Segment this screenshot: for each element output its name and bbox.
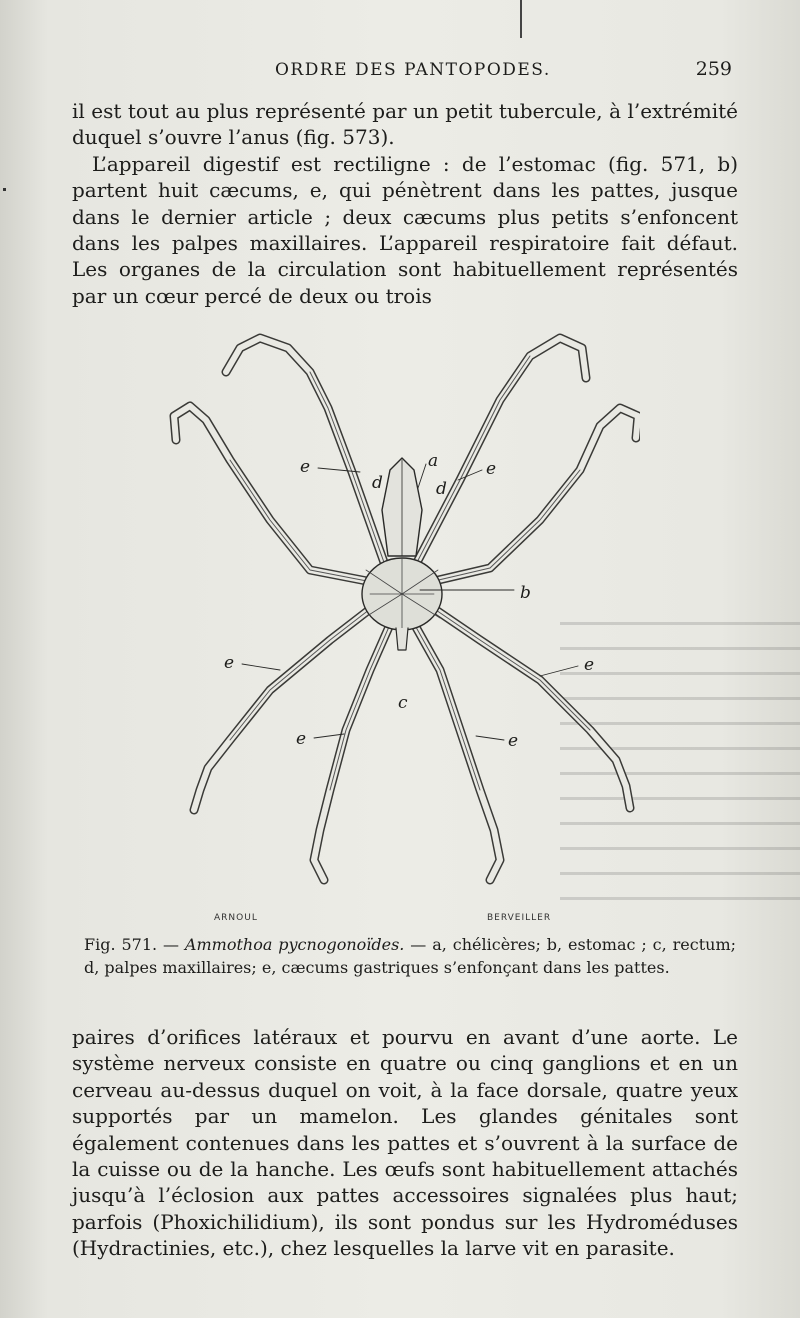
page-number: 259 — [695, 58, 732, 80]
caption-species: Ammothoa pycnogonoïdes. — [184, 935, 405, 954]
paragraph-after-figure: paires d’orifices latéraux et pourvu en avant d’une aorte. Le système nerveux consiste en quatre ou cinq ganglions et en un cerveau au-dessus duquel on voit, à la face dorsale, quatre yeux supportés par un mamelon. Les glandes génitales sont également contenues dans les pattes et s’ouvrent à la surface de la cuisse ou de la hanche. Les œufs sont habituellement attachés jusqu’à l’éclosion aux pattes accessoires signalées plus haut; parfois (Phoxichilidium), ils sont pondus sur les Hydroméduses (Hydractinies, etc.), chez lesquelles la larve vit en parasite. — [72, 1025, 738, 1261]
leg-upper-right-2 — [430, 408, 638, 582]
leg-lower-right-1 — [430, 606, 630, 808]
label-d-left: d — [372, 473, 383, 493]
leg-upper-left-1 — [226, 338, 386, 568]
label-e-lower-right: e — [508, 731, 519, 751]
paragraph-before-figure — [72, 98, 738, 309]
figure-caption — [84, 934, 736, 980]
label-b: b — [520, 583, 531, 603]
leg-lower-left-2 — [314, 620, 392, 880]
running-title: ORDRE DES PANTOPODES. — [275, 60, 551, 80]
page-fold-mark — [520, 0, 522, 38]
pycnogonid-illustration — [160, 320, 640, 900]
leg-lower-right-2 — [412, 620, 500, 880]
label-e-right: e — [584, 655, 595, 675]
label-d-right: d — [436, 479, 447, 499]
label-a: a — [428, 451, 439, 471]
label-e-upper-left: e — [300, 457, 311, 477]
label-e-lower-left: e — [296, 729, 307, 749]
page-header — [70, 56, 740, 86]
label-e-left: e — [224, 653, 235, 673]
rectum — [396, 628, 408, 650]
engraver-credit-right: BERVEILLER — [487, 913, 552, 923]
leg-lower-left-1 — [194, 606, 374, 810]
engraver-credit-left: ARNOUL — [214, 913, 258, 923]
label-c: c — [398, 693, 408, 713]
label-e-upper-right: e — [486, 459, 497, 479]
paragraph-anus: il est tout au plus représenté par un petit tubercule, à l’extrémité duquel s’ouvre l’anus (fig. 573). — [72, 99, 738, 150]
paragraph-digestive: L’appareil digestif est rectiligne : de l’estomac (fig. 571, b) partent huit cæcums, e, qui pénètrent dans les pattes, jusque dans le dernier article ; deux cæcums plus petits s’enfoncent dans les palpes maxillaires. L’appareil respiratoire fait défaut. Les organes de la circulation sont habituellement représentés par un cœur percé de deux ou trois — [72, 151, 738, 308]
margin-speck — [3, 188, 6, 191]
caption-number: Fig. 571. — — [84, 935, 179, 954]
leg-upper-right-1 — [414, 338, 586, 568]
leg-upper-left-2 — [174, 406, 372, 582]
caption-text: — a, chélicères; b, estomac ; c, rectum; d, palpes maxillaires; e, cæcums gastriques s’enfonçant dans les pattes. — [84, 935, 736, 977]
